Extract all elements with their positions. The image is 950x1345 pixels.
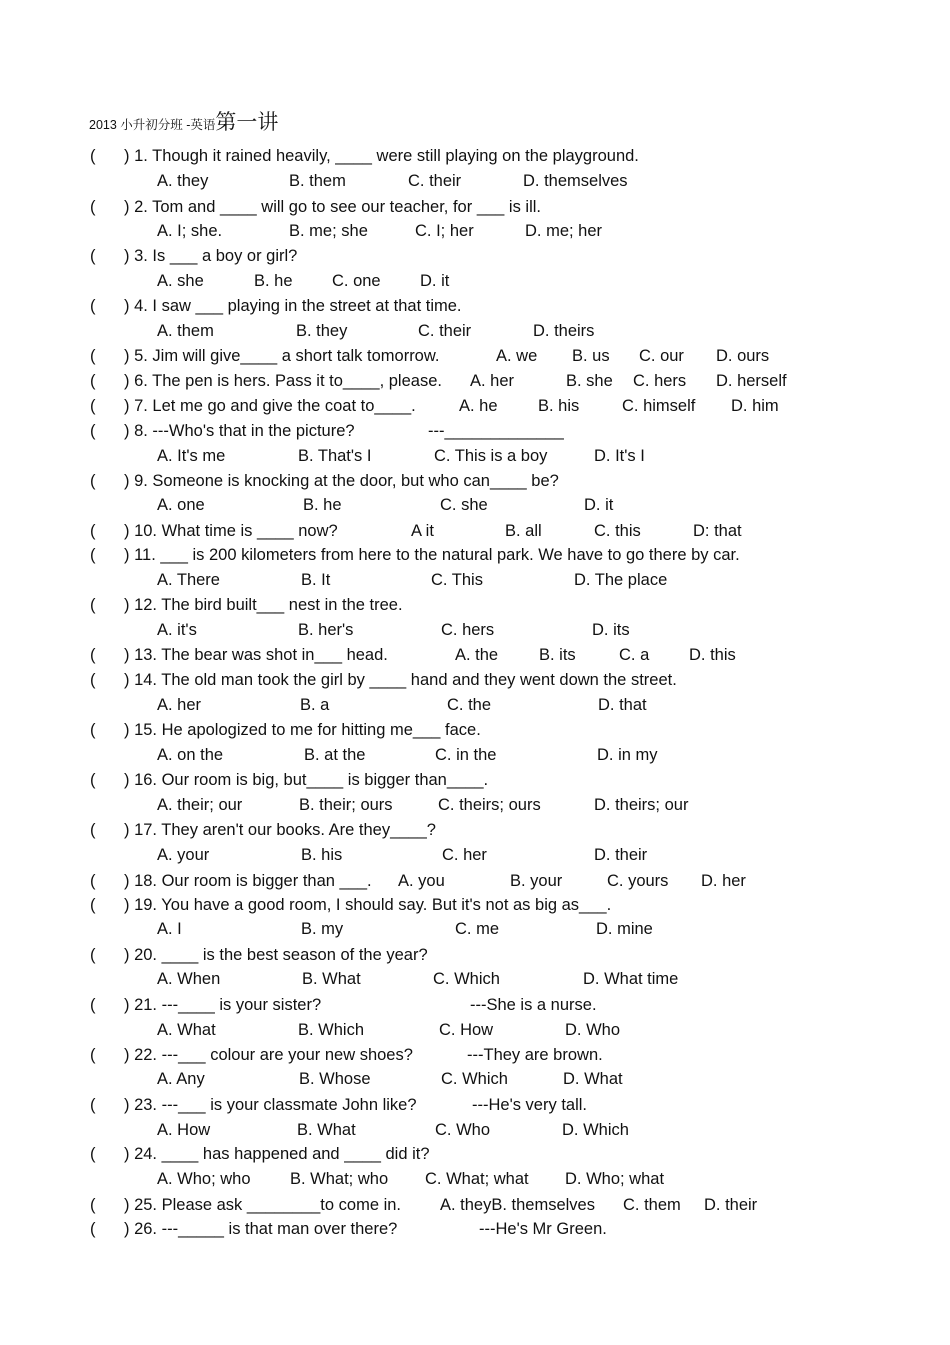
option-item[interactable]: C. himself <box>622 397 696 415</box>
option-item[interactable]: B. It <box>301 571 331 589</box>
option-item[interactable]: A. Any <box>157 1070 205 1088</box>
answer-blank-paren[interactable]: ( <box>90 297 96 315</box>
option-item[interactable]: C. Which <box>433 970 500 988</box>
option-item[interactable]: C. our <box>639 347 684 365</box>
option-item[interactable]: D. their <box>704 1196 758 1214</box>
option-item[interactable]: C. What; what <box>425 1170 529 1188</box>
option-item[interactable]: C. How <box>439 1021 494 1039</box>
question-text: ) 12. The bird built___ nest in the tree. <box>124 596 403 614</box>
question-reply: ---She is a nurse. <box>470 996 597 1014</box>
answer-blank-paren[interactable]: ( <box>90 1220 96 1238</box>
answer-blank-paren[interactable]: ( <box>90 671 96 689</box>
option-item[interactable]: B. she <box>566 372 613 390</box>
option-item[interactable]: C. hers <box>441 621 495 639</box>
question-reply: ---He's Mr Green. <box>479 1220 607 1238</box>
option-item[interactable]: D. theirs; our <box>594 796 689 814</box>
question-text: ) 15. He apologized to me for hitting me___ face. <box>124 721 481 739</box>
option-item[interactable]: D. him <box>731 397 779 415</box>
option-item[interactable]: B. they <box>296 322 348 340</box>
answer-blank-paren[interactable]: ( <box>90 721 96 739</box>
option-item[interactable]: D. Which <box>562 1121 629 1139</box>
answer-blank-paren[interactable]: ( <box>90 472 96 490</box>
option-item[interactable]: C. their <box>418 322 472 340</box>
question-text: ) 10. What time is ____ now? <box>124 522 338 540</box>
page-header <box>89 106 278 136</box>
answer-blank-paren[interactable]: ( <box>90 422 96 440</box>
answer-blank-paren[interactable]: ( <box>90 646 96 664</box>
option-item[interactable]: C. Who <box>435 1121 491 1139</box>
question-text: ) 7. Let me go and give the coat to____. <box>124 397 416 415</box>
answer-blank-paren[interactable]: ( <box>90 397 96 415</box>
option-item[interactable]: D. her <box>701 872 746 890</box>
option-item[interactable]: A. How <box>157 1121 211 1139</box>
option-item[interactable]: D: that <box>693 522 742 540</box>
option-item[interactable]: C. she <box>440 496 488 514</box>
option-item[interactable]: D. mine <box>596 920 653 938</box>
option-item[interactable]: B. he <box>254 272 293 290</box>
option-item[interactable]: D. it <box>420 272 450 290</box>
option-item[interactable]: C. This <box>431 571 483 589</box>
option-item[interactable]: B. us <box>572 347 610 365</box>
option-item[interactable]: B. all <box>505 522 542 540</box>
answer-blank-paren[interactable]: ( <box>90 347 96 365</box>
option-item[interactable]: A it <box>411 522 434 540</box>
option-item[interactable]: B. a <box>300 696 330 714</box>
header-title: 第一讲 <box>215 110 279 134</box>
question-reply: ---_____________ <box>428 422 564 440</box>
option-item[interactable]: A. I <box>157 920 182 938</box>
question-text: ) 13. The bear was shot in___ head. <box>124 646 388 664</box>
option-item[interactable]: A. her <box>470 372 515 390</box>
option-item[interactable]: D. this <box>689 646 736 664</box>
option-item[interactable]: D. ours <box>716 347 770 365</box>
option-item[interactable]: D. their <box>594 846 648 864</box>
option-item[interactable]: D. It's I <box>594 447 645 465</box>
answer-blank-paren[interactable]: ( <box>90 147 96 165</box>
option-item[interactable]: C. them <box>623 1196 681 1214</box>
question-text: ) 22. ---___ colour are your new shoes? <box>124 1046 413 1064</box>
option-item[interactable]: B. his <box>301 846 343 864</box>
question-text: ) 14. The old man took the girl by ____ hand and they went down the street. <box>124 671 677 689</box>
option-item[interactable]: C. in the <box>435 746 497 764</box>
option-item[interactable]: C. the <box>447 696 492 714</box>
question-text: ) 25. Please ask ________to come in. <box>124 1196 402 1214</box>
option-item[interactable]: A. they <box>157 172 209 190</box>
option-item[interactable]: B. Which <box>298 1021 365 1039</box>
option-item[interactable]: A. There <box>157 571 220 589</box>
option-item[interactable]: D. in my <box>597 746 658 764</box>
question-text: ) 1. Though it rained heavily, ____ were still playing on the playground. <box>124 147 639 165</box>
option-item[interactable]: D. The place <box>574 571 668 589</box>
option-item[interactable]: A. theyB. themselves <box>440 1196 595 1214</box>
option-item[interactable]: C. hers <box>633 372 687 390</box>
question-text: ) 17. They aren't our books. Are they____? <box>124 821 436 839</box>
question-reply: ---They are brown. <box>467 1046 603 1064</box>
answer-blank-paren[interactable]: ( <box>90 1046 96 1064</box>
option-item[interactable]: D. Who; what <box>565 1170 665 1188</box>
option-item[interactable]: B. Whose <box>299 1070 371 1088</box>
option-item[interactable]: D. me; her <box>525 222 603 240</box>
option-item[interactable]: B. What; who <box>290 1170 389 1188</box>
question-text: ) 18. Our room is bigger than ___. <box>124 872 372 890</box>
question-text: ) 6. The pen is hers. Pass it to____, please. <box>124 372 442 390</box>
answer-blank-paren[interactable]: ( <box>90 247 96 265</box>
option-item[interactable]: A. she <box>157 272 204 290</box>
answer-blank-paren[interactable]: ( <box>90 546 96 564</box>
question-text: ) 24. ____ has happened and ____ did it? <box>124 1145 430 1163</box>
option-item[interactable]: C. me <box>455 920 500 938</box>
option-item[interactable]: B. her's <box>298 621 354 639</box>
answer-blank-paren[interactable]: ( <box>90 198 96 216</box>
option-item[interactable]: A. When <box>157 970 221 988</box>
option-item[interactable]: A. them <box>157 322 214 340</box>
answer-blank-paren[interactable]: ( <box>90 596 96 614</box>
option-item[interactable]: B. them <box>289 172 346 190</box>
option-item[interactable]: D. that <box>598 696 647 714</box>
option-item[interactable]: A. Who; who <box>157 1170 251 1188</box>
option-item[interactable]: B. his <box>538 397 580 415</box>
option-item[interactable]: C. I; her <box>415 222 474 240</box>
answer-blank-paren[interactable]: ( <box>90 1196 96 1214</box>
option-item[interactable]: C. one <box>332 272 381 290</box>
question-text: ) 21. ---____ is your sister? <box>124 996 322 1014</box>
option-item[interactable]: B. What <box>297 1121 356 1139</box>
option-item[interactable]: C. Which <box>441 1070 508 1088</box>
option-item[interactable]: D. Who <box>565 1021 621 1039</box>
option-item[interactable]: C. this <box>594 522 641 540</box>
option-item[interactable]: C. a <box>619 646 650 664</box>
option-item[interactable]: C. theirs; ours <box>438 796 541 814</box>
question-text: ) 19. You have a good room, I should say. But it's not as big as___. <box>124 896 612 914</box>
option-item[interactable]: B. its <box>539 646 576 664</box>
option-item[interactable]: D. herself <box>716 372 787 390</box>
option-item[interactable]: A. I; she. <box>157 222 223 240</box>
option-item[interactable]: B. at the <box>304 746 366 764</box>
answer-blank-paren[interactable]: ( <box>90 771 96 789</box>
option-item[interactable]: D. What time <box>583 970 679 988</box>
option-item[interactable]: B. my <box>301 920 344 938</box>
answer-blank-paren[interactable]: ( <box>90 896 96 914</box>
question-text: ) 4. I saw ___ playing in the street at that time. <box>124 297 462 315</box>
option-item[interactable]: A. What <box>157 1021 216 1039</box>
answer-blank-paren[interactable]: ( <box>90 996 96 1014</box>
option-item[interactable]: C. yours <box>607 872 669 890</box>
option-item[interactable]: B. me; she <box>289 222 368 240</box>
option-item[interactable]: A. it's <box>157 621 197 639</box>
option-item[interactable]: B. That's I <box>298 447 372 465</box>
option-item[interactable]: A. on the <box>157 746 224 764</box>
option-item[interactable]: C. her <box>442 846 487 864</box>
option-item[interactable]: C. their <box>408 172 462 190</box>
question-text: ) 23. ---___ is your classmate John like? <box>124 1096 417 1114</box>
question-text: ) 9. Someone is knocking at the door, but who can____ be? <box>124 472 559 490</box>
option-item[interactable]: A. he <box>459 397 498 415</box>
option-item[interactable]: A. one <box>157 496 205 514</box>
header-prefix: 2013 小升初分班 -英语 <box>89 118 216 132</box>
option-item[interactable]: B. What <box>302 970 361 988</box>
answer-blank-paren[interactable]: ( <box>90 522 96 540</box>
option-item[interactable]: A. we <box>496 347 538 365</box>
question-text: ) 20. ____ is the best season of the year? <box>124 946 428 964</box>
question-text: ) 8. ---Who's that in the picture? <box>124 422 355 440</box>
answer-blank-paren[interactable]: ( <box>90 821 96 839</box>
answer-blank-paren[interactable]: ( <box>90 1145 96 1163</box>
answer-blank-paren[interactable]: ( <box>90 872 96 890</box>
option-item[interactable]: B. he <box>303 496 342 514</box>
option-item[interactable]: B. your <box>510 872 563 890</box>
option-item[interactable]: D. it <box>584 496 614 514</box>
answer-blank-paren[interactable]: ( <box>90 1096 96 1114</box>
question-text: ) 3. Is ___ a boy or girl? <box>124 247 298 265</box>
option-item[interactable]: C. This is a boy <box>434 447 548 465</box>
answer-blank-paren[interactable]: ( <box>90 946 96 964</box>
option-item[interactable]: D. its <box>592 621 630 639</box>
option-item[interactable]: D. theirs <box>533 322 595 340</box>
question-reply: ---He's very tall. <box>472 1096 587 1114</box>
question-text: ) 5. Jim will give____ a short talk tomorrow. <box>124 347 440 365</box>
option-item[interactable]: D. themselves <box>523 172 628 190</box>
question-text: ) 16. Our room is big, but____ is bigger than____. <box>124 771 489 789</box>
option-item[interactable]: A. you <box>398 872 445 890</box>
option-item[interactable]: B. their; ours <box>299 796 393 814</box>
option-item[interactable]: A. the <box>455 646 499 664</box>
question-text: ) 11. ___ is 200 kilometers from here to the natural park. We have to go there by car. <box>124 546 740 564</box>
question-text: ) 2. Tom and ____ will go to see our teacher, for ___ is ill. <box>124 198 542 216</box>
option-item[interactable]: A. their; our <box>157 796 243 814</box>
option-item[interactable]: A. It's me <box>157 447 226 465</box>
option-item[interactable]: D. What <box>563 1070 623 1088</box>
option-item[interactable]: A. your <box>157 846 210 864</box>
answer-blank-paren[interactable]: ( <box>90 372 96 390</box>
option-item[interactable]: A. her <box>157 696 202 714</box>
question-text: ) 26. ---_____ is that man over there? <box>124 1220 398 1238</box>
